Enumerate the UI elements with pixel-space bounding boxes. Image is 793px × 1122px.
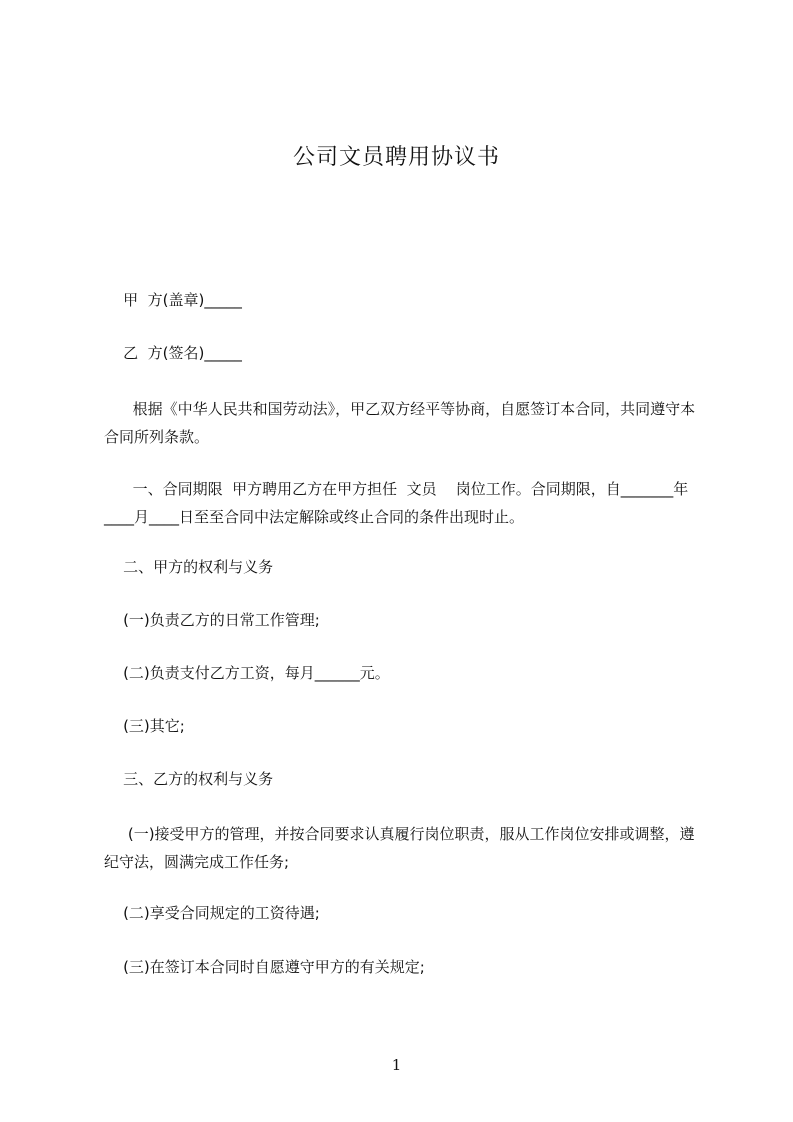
page-number: 1: [391, 1056, 402, 1074]
document-title: 公司文员聘用协议书: [292, 145, 500, 170]
party-a-item-1: (一)负责乙方的日常工作管理;: [104, 611, 320, 629]
party-a-item-2: (二)负责支付乙方工资，每月______元。: [104, 664, 390, 682]
section-heading-party-b: 三、乙方的权利与义务: [104, 770, 274, 788]
section-heading-party-a: 二、甲方的权利与义务: [104, 558, 274, 576]
party-a-line: 甲 方(盖章)_____: [104, 291, 242, 309]
clause-contract-term: 一、合同期限 甲方聘用乙方在甲方担任 文员 岗位工作。合同期限，自_______年____月____日至至合同中法定解除或终止合同的条件出现时止。: [104, 480, 689, 526]
party-b-line: 乙 方(签名)_____: [104, 344, 242, 362]
party-b-item-2: (二)享受合同规定的工资待遇;: [104, 904, 320, 922]
party-b-item-1: (一)接受甲方的管理，并按合同要求认真履行岗位职责，服从工作岗位安排或调整，遵纪守法，圆满完成工作任务;: [104, 825, 695, 871]
party-a-item-3: (三)其它;: [104, 717, 185, 735]
party-b-item-3: (三)在签订本合同时自愿遵守甲方的有关规定;: [104, 958, 425, 976]
preamble-paragraph: 根据《中华人民共和国劳动法》，甲乙双方经平等协商，自愿签订本合同，共同遵守本合同所列条款。: [104, 400, 696, 446]
